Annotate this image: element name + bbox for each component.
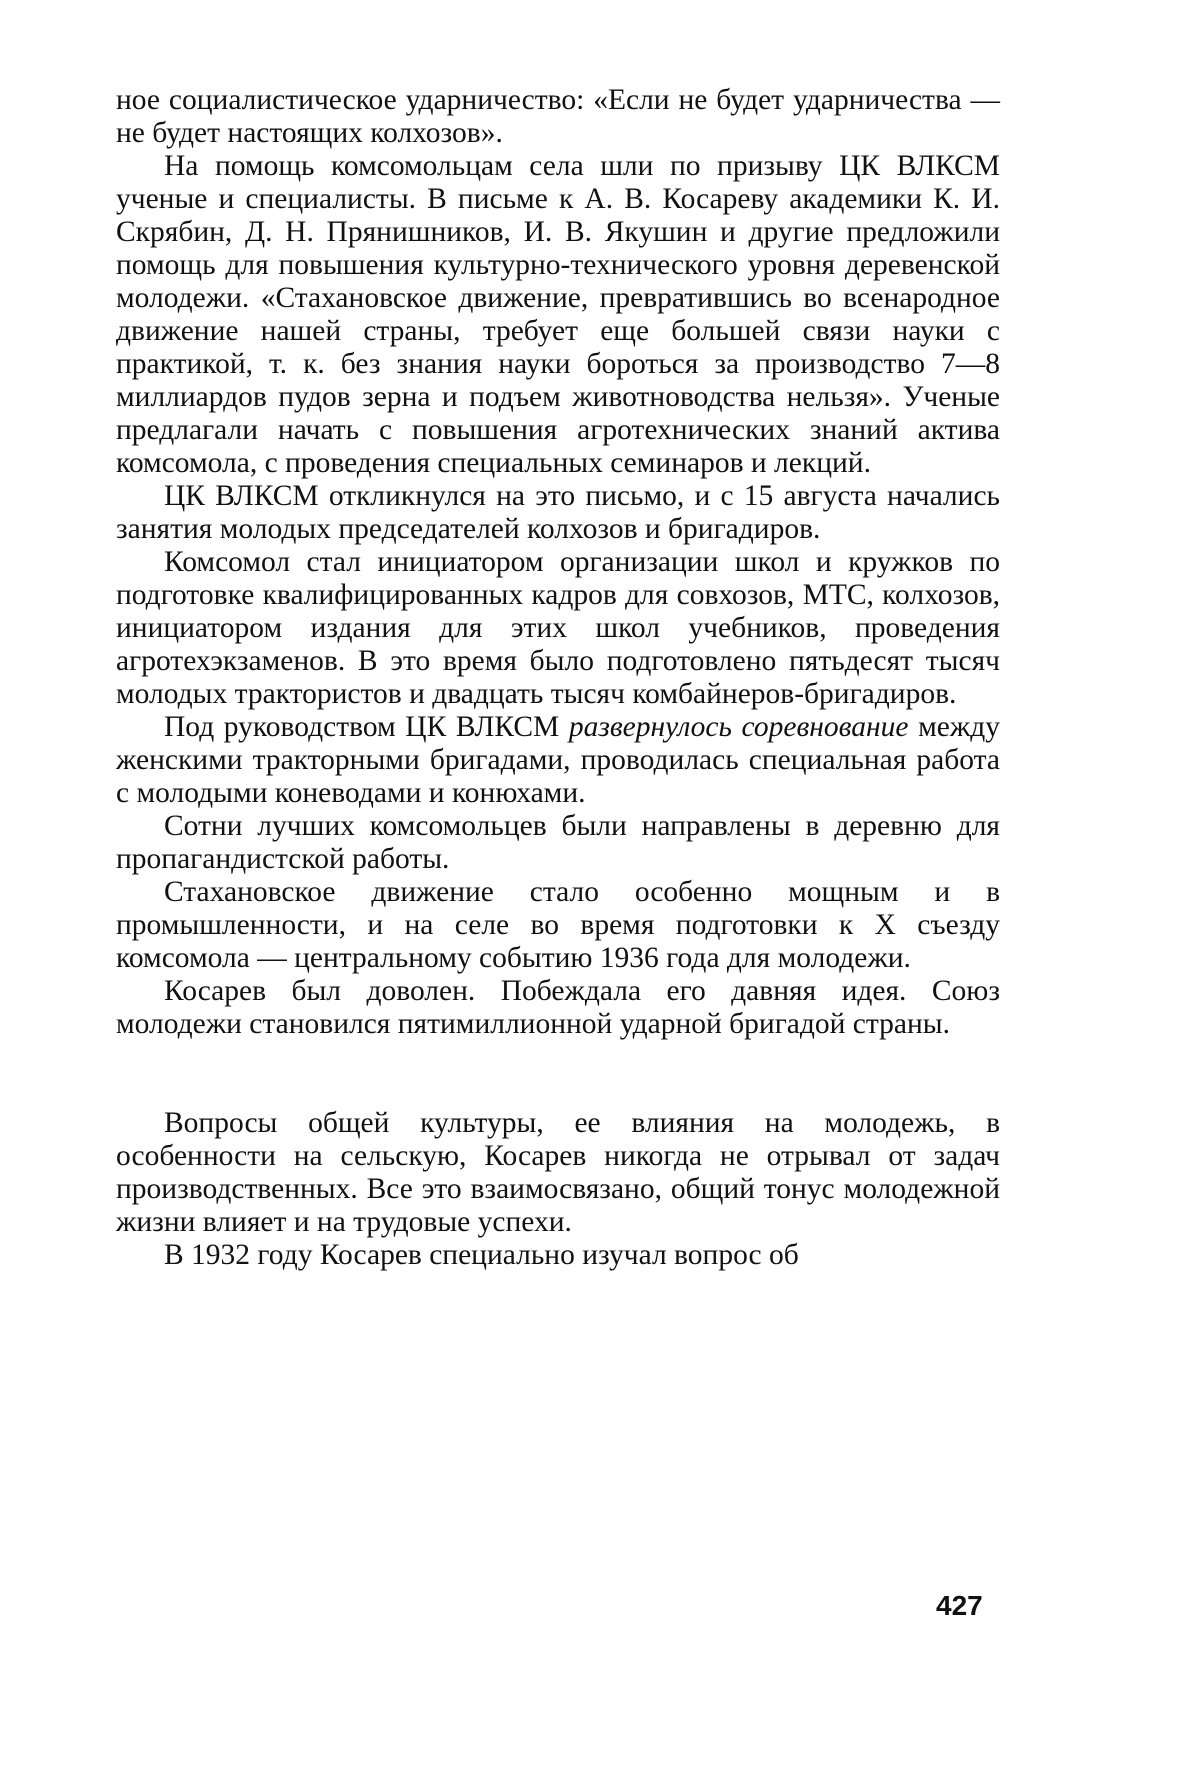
paragraph-competition (116, 711, 1000, 810)
page-number: 427 (936, 1590, 983, 1622)
paragraph-kosarev-pleased: Косарев был доволен. Побеждала его давняя идея. Союз молодежи становился пятимиллионной ударной бригадой страны. (116, 975, 1000, 1041)
paragraph-competition-italic: развернулось соревнование (569, 711, 909, 743)
paragraph-stakhanov: Стахановское движение стало особенно мощным и в промышленности, и на селе во время подготовки к X съезду комсомола — центральному событию 1936 года для молодежи. (116, 876, 1000, 975)
paragraph-continuation: ное социалистическое ударничество: «Если не будет ударничества — не будет настоящих колхозов». (116, 84, 1000, 150)
paragraph-scientists-letter: На помощь комсомольцам села шли по призыву ЦК ВЛКСМ ученые и специалисты. В письме к А. В. Косареву академики К. И. Скрябин, Д. Н. Прянишников, И. В. Якушин и другие предложили помощь для повышения культурно-технического уровня деревенской молодежи. «Стахановское движение, превратившись во всенародное движение нашей страны, требует еще большей связи науки с практикой, т. к. без знания науки бороться за производство 7—8 миллиардов пудов зерна и подъем животноводства нельзя». Ученые предлагали начать с повышения агротехнических знаний актива комсомола, с проведения специальных семинаров и лекций. (116, 150, 1000, 480)
paragraph-competition-end: между женскими тракторными бригадами, проводилась специальная работа с молодыми коневодами и конюхами. (116, 711, 1000, 809)
paragraph-1932: В 1932 году Косарев специально изучал вопрос об (116, 1239, 1000, 1272)
section-break (116, 1041, 1000, 1107)
paragraph-culture: Вопросы общей культуры, ее влияния на молодежь, в особенности на сельскую, Косарев никогда не отрывал от задач производственных. Все это взаимосвязано, общий тонус молодежной жизни влияет и на трудовые успехи. (116, 1107, 1000, 1239)
paragraph-competition-start: Под руководством ЦК ВЛКСМ (164, 711, 569, 743)
paragraph-komsomol-schools: Комсомол стал инициатором организации школ и кружков по подготовке квалифицированных кадров для совхозов, МТС, колхозов, инициатором издания для этих школ учебников, проведения агротехэкзаменов. В это время было подготовлено пятьдесят тысяч молодых трактористов и двадцать тысяч комбайнеров-бригадиров. (116, 546, 1000, 711)
book-page (116, 84, 1000, 1272)
paragraph-ck-response: ЦК ВЛКСМ откликнулся на это письмо, и с 15 августа начались занятия молодых председателей колхозов и бригадиров. (116, 480, 1000, 546)
paragraph-propaganda: Сотни лучших комсомольцев были направлены в деревню для пропагандистской работы. (116, 810, 1000, 876)
